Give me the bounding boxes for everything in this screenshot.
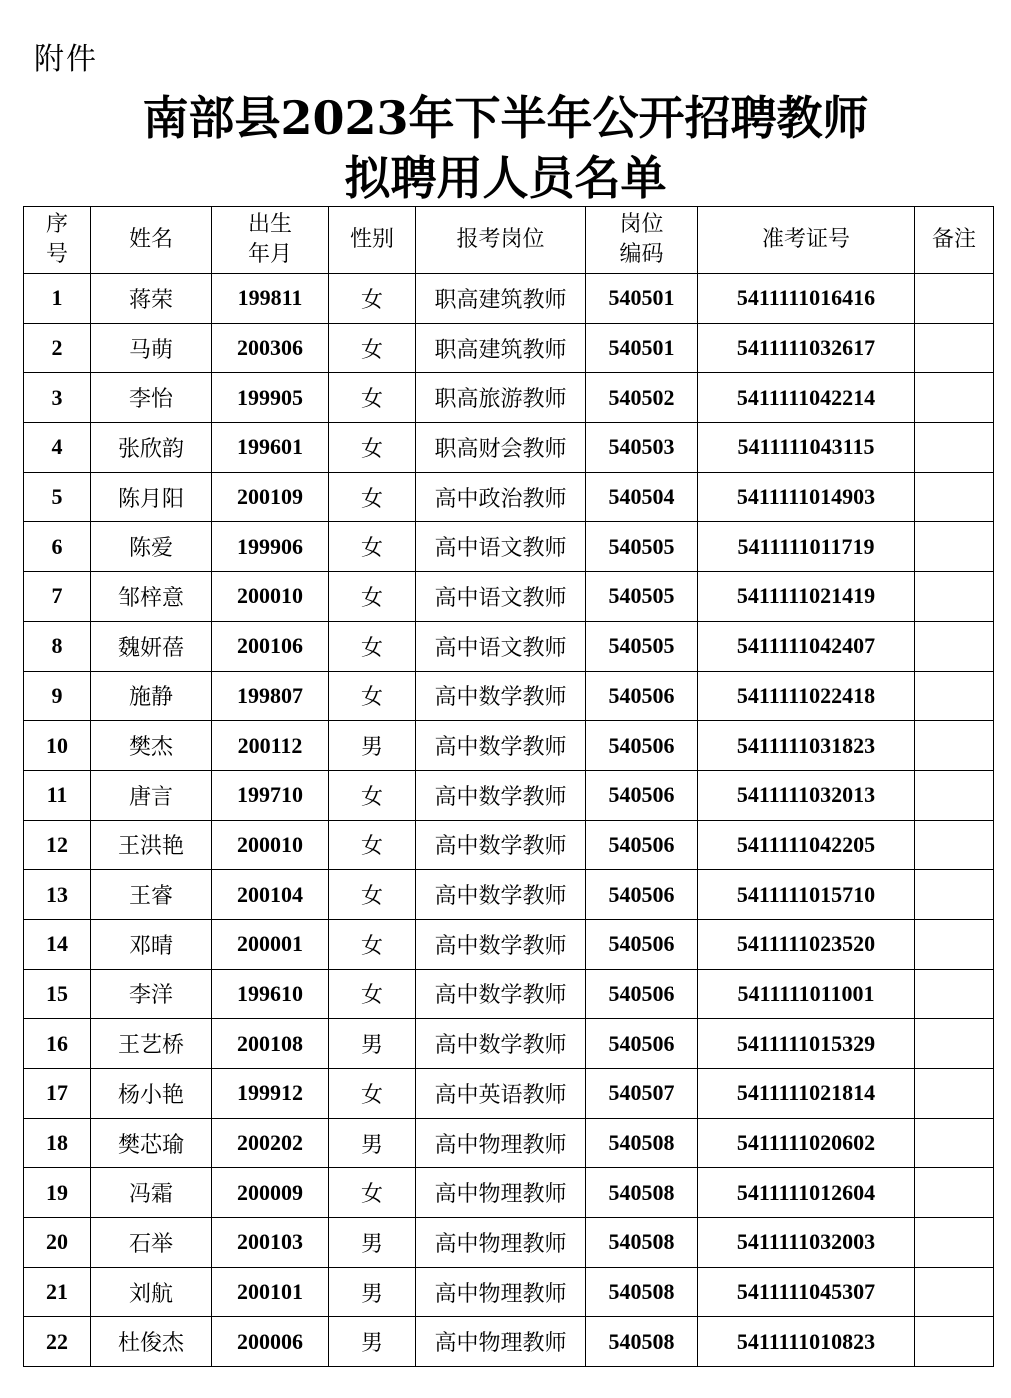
cell-birth: 200109 <box>212 472 329 522</box>
cell-gender: 女 <box>329 572 416 622</box>
cell-code: 540506 <box>586 919 698 969</box>
cell-name: 陈爱 <box>91 522 212 572</box>
cell-gender: 男 <box>329 1118 416 1168</box>
cell-name: 张欣韵 <box>91 423 212 473</box>
cell-exam-no: 5411111032013 <box>698 770 915 820</box>
table-row <box>24 373 994 423</box>
cell-birth: 199905 <box>212 373 329 423</box>
table-row <box>24 1069 994 1119</box>
cell-birth: 199811 <box>212 274 329 324</box>
cell-position: 高中数学教师 <box>416 820 586 870</box>
cell-exam-no: 5411111031823 <box>698 721 915 771</box>
cell-remarks <box>915 621 994 671</box>
header-seq-line1: 序 <box>45 212 68 237</box>
cell-position: 高中语文教师 <box>416 621 586 671</box>
header-code-line2: 编码 <box>619 242 664 267</box>
cell-remarks <box>915 1069 994 1119</box>
cell-position: 高中物理教师 <box>416 1168 586 1218</box>
cell-exam-no: 5411111042214 <box>698 373 915 423</box>
cell-remarks <box>915 472 994 522</box>
cell-remarks <box>915 820 994 870</box>
cell-remarks <box>915 323 994 373</box>
cell-exam-no: 5411111032003 <box>698 1218 915 1268</box>
cell-remarks <box>915 1267 994 1317</box>
cell-exam-no: 5411111042205 <box>698 820 915 870</box>
cell-position: 高中物理教师 <box>416 1267 586 1317</box>
cell-position: 高中政治教师 <box>416 472 586 522</box>
header-birth <box>212 207 329 274</box>
table-row <box>24 820 994 870</box>
cell-position: 职高建筑教师 <box>416 274 586 324</box>
cell-exam-no: 5411111043115 <box>698 423 915 473</box>
cell-gender: 男 <box>329 1267 416 1317</box>
header-code <box>586 207 698 274</box>
cell-gender: 女 <box>329 770 416 820</box>
cell-name: 樊杰 <box>91 721 212 771</box>
cell-exam-no: 5411111014903 <box>698 472 915 522</box>
cell-remarks <box>915 870 994 920</box>
cell-code: 540505 <box>586 621 698 671</box>
cell-exam-no: 5411111021814 <box>698 1069 915 1119</box>
cell-position: 职高旅游教师 <box>416 373 586 423</box>
cell-birth: 199807 <box>212 671 329 721</box>
cell-birth: 199912 <box>212 1069 329 1119</box>
cell-position: 高中英语教师 <box>416 1069 586 1119</box>
cell-seq: 3 <box>24 373 91 423</box>
cell-seq: 1 <box>24 274 91 324</box>
cell-name: 魏妍蓓 <box>91 621 212 671</box>
cell-birth: 200104 <box>212 870 329 920</box>
cell-exam-no: 5411111015329 <box>698 1019 915 1069</box>
cell-code: 540508 <box>586 1168 698 1218</box>
cell-position: 职高财会教师 <box>416 423 586 473</box>
header-code-line1: 岗位 <box>619 212 664 237</box>
cell-remarks <box>915 1019 994 1069</box>
cell-gender: 男 <box>329 721 416 771</box>
cell-name: 杨小艳 <box>91 1069 212 1119</box>
cell-birth: 200010 <box>212 572 329 622</box>
cell-seq: 17 <box>24 1069 91 1119</box>
cell-seq: 19 <box>24 1168 91 1218</box>
cell-code: 540507 <box>586 1069 698 1119</box>
cell-birth: 199601 <box>212 423 329 473</box>
table-row <box>24 721 994 771</box>
table-row <box>24 1317 994 1367</box>
cell-position: 高中数学教师 <box>416 721 586 771</box>
cell-birth: 200010 <box>212 820 329 870</box>
page-title-line-2: 拟聘用人员名单 <box>344 151 667 205</box>
cell-birth: 199710 <box>212 770 329 820</box>
cell-name: 樊芯瑜 <box>91 1118 212 1168</box>
table-row <box>24 1267 994 1317</box>
cell-code: 540508 <box>586 1317 698 1367</box>
table-row <box>24 1019 994 1069</box>
table-row <box>24 770 994 820</box>
table-row <box>24 522 994 572</box>
cell-gender: 男 <box>329 1019 416 1069</box>
cell-gender: 男 <box>329 1218 416 1268</box>
cell-gender: 女 <box>329 323 416 373</box>
cell-name: 王睿 <box>91 870 212 920</box>
cell-birth: 200103 <box>212 1218 329 1268</box>
cell-gender: 女 <box>329 919 416 969</box>
cell-remarks <box>915 1317 994 1367</box>
cell-position: 高中数学教师 <box>416 870 586 920</box>
table-row <box>24 1168 994 1218</box>
header-gender: 性别 <box>329 207 416 274</box>
cell-exam-no: 5411111022418 <box>698 671 915 721</box>
cell-name: 陈月阳 <box>91 472 212 522</box>
cell-gender: 女 <box>329 1168 416 1218</box>
cell-name: 邹梓意 <box>91 572 212 622</box>
cell-position: 高中数学教师 <box>416 1019 586 1069</box>
cell-code: 540501 <box>586 323 698 373</box>
hiring-roster-table <box>23 206 994 1367</box>
cell-name: 刘航 <box>91 1267 212 1317</box>
cell-gender: 女 <box>329 820 416 870</box>
cell-position: 高中数学教师 <box>416 770 586 820</box>
cell-code: 540504 <box>586 472 698 522</box>
cell-position: 高中数学教师 <box>416 671 586 721</box>
header-seq-line2: 号 <box>45 242 68 267</box>
cell-name: 王艺桥 <box>91 1019 212 1069</box>
header-birth-line1: 出生 <box>247 212 292 237</box>
cell-exam-no: 5411111012604 <box>698 1168 915 1218</box>
cell-name: 李怡 <box>91 373 212 423</box>
cell-code: 540501 <box>586 274 698 324</box>
table-header-row <box>24 207 994 274</box>
cell-remarks <box>915 1218 994 1268</box>
cell-seq: 7 <box>24 572 91 622</box>
cell-exam-no: 5411111023520 <box>698 919 915 969</box>
cell-seq: 8 <box>24 621 91 671</box>
cell-birth: 200106 <box>212 621 329 671</box>
header-seq <box>24 207 91 274</box>
cell-code: 540506 <box>586 969 698 1019</box>
table-row <box>24 919 994 969</box>
cell-exam-no: 5411111021419 <box>698 572 915 622</box>
cell-seq: 10 <box>24 721 91 771</box>
cell-name: 李洋 <box>91 969 212 1019</box>
table-row <box>24 969 994 1019</box>
header-position: 报考岗位 <box>416 207 586 274</box>
cell-code: 540503 <box>586 423 698 473</box>
cell-code: 540506 <box>586 820 698 870</box>
cell-remarks <box>915 522 994 572</box>
header-birth-line2: 年月 <box>247 242 292 267</box>
cell-gender: 女 <box>329 373 416 423</box>
cell-code: 540508 <box>586 1267 698 1317</box>
cell-code: 540506 <box>586 721 698 771</box>
cell-exam-no: 5411111042407 <box>698 621 915 671</box>
cell-code: 540506 <box>586 671 698 721</box>
cell-position: 高中物理教师 <box>416 1218 586 1268</box>
cell-name: 蒋荣 <box>91 274 212 324</box>
cell-position: 高中数学教师 <box>416 919 586 969</box>
cell-position: 高中物理教师 <box>416 1317 586 1367</box>
cell-position: 高中语文教师 <box>416 572 586 622</box>
cell-birth: 200009 <box>212 1168 329 1218</box>
cell-position: 高中数学教师 <box>416 969 586 1019</box>
cell-birth: 199906 <box>212 522 329 572</box>
cell-seq: 11 <box>24 770 91 820</box>
cell-birth: 200001 <box>212 919 329 969</box>
cell-gender: 女 <box>329 621 416 671</box>
cell-exam-no: 5411111010823 <box>698 1317 915 1367</box>
cell-exam-no: 5411111016416 <box>698 274 915 324</box>
cell-seq: 20 <box>24 1218 91 1268</box>
cell-exam-no: 5411111011719 <box>698 522 915 572</box>
cell-seq: 21 <box>24 1267 91 1317</box>
cell-gender: 女 <box>329 472 416 522</box>
cell-remarks <box>915 423 994 473</box>
attachment-label: 附件 <box>34 42 98 77</box>
cell-seq: 22 <box>24 1317 91 1367</box>
cell-exam-no: 5411111045307 <box>698 1267 915 1317</box>
cell-seq: 9 <box>24 671 91 721</box>
cell-birth: 199610 <box>212 969 329 1019</box>
cell-exam-no: 5411111020602 <box>698 1118 915 1168</box>
cell-exam-no: 5411111011001 <box>698 969 915 1019</box>
cell-name: 马萌 <box>91 323 212 373</box>
cell-seq: 4 <box>24 423 91 473</box>
cell-seq: 5 <box>24 472 91 522</box>
cell-remarks <box>915 1118 994 1168</box>
cell-code: 540505 <box>586 522 698 572</box>
cell-seq: 13 <box>24 870 91 920</box>
cell-name: 杜俊杰 <box>91 1317 212 1367</box>
cell-remarks <box>915 969 994 1019</box>
cell-exam-no: 5411111032617 <box>698 323 915 373</box>
page-title-line-1: 南部县2023年下半年公开招聘教师 <box>142 91 869 145</box>
cell-code: 540506 <box>586 870 698 920</box>
cell-seq: 2 <box>24 323 91 373</box>
cell-birth: 200306 <box>212 323 329 373</box>
cell-exam-no: 5411111015710 <box>698 870 915 920</box>
cell-name: 石举 <box>91 1218 212 1268</box>
cell-birth: 200108 <box>212 1019 329 1069</box>
cell-gender: 女 <box>329 870 416 920</box>
cell-remarks <box>915 671 994 721</box>
header-exam-no: 准考证号 <box>698 207 915 274</box>
cell-name: 邓晴 <box>91 919 212 969</box>
cell-gender: 女 <box>329 1069 416 1119</box>
cell-birth: 200112 <box>212 721 329 771</box>
cell-gender: 女 <box>329 969 416 1019</box>
cell-remarks <box>915 274 994 324</box>
cell-code: 540506 <box>586 770 698 820</box>
table-row <box>24 423 994 473</box>
table-row <box>24 621 994 671</box>
cell-gender: 男 <box>329 1317 416 1367</box>
cell-remarks <box>915 770 994 820</box>
cell-remarks <box>915 572 994 622</box>
cell-name: 冯霜 <box>91 1168 212 1218</box>
table-row <box>24 572 994 622</box>
cell-gender: 女 <box>329 522 416 572</box>
cell-seq: 6 <box>24 522 91 572</box>
table-row <box>24 1118 994 1168</box>
cell-birth: 200006 <box>212 1317 329 1367</box>
cell-remarks <box>915 919 994 969</box>
cell-code: 540505 <box>586 572 698 622</box>
cell-remarks <box>915 373 994 423</box>
cell-seq: 14 <box>24 919 91 969</box>
cell-birth: 200101 <box>212 1267 329 1317</box>
cell-position: 高中语文教师 <box>416 522 586 572</box>
cell-seq: 12 <box>24 820 91 870</box>
table-row <box>24 870 994 920</box>
cell-remarks <box>915 1168 994 1218</box>
cell-remarks <box>915 721 994 771</box>
cell-seq: 16 <box>24 1019 91 1069</box>
cell-name: 施静 <box>91 671 212 721</box>
cell-seq: 18 <box>24 1118 91 1168</box>
table-row <box>24 323 994 373</box>
cell-code: 540502 <box>586 373 698 423</box>
header-remarks: 备注 <box>915 207 994 274</box>
table-row <box>24 1218 994 1268</box>
header-name: 姓名 <box>91 207 212 274</box>
table-body <box>24 274 994 1367</box>
table-row <box>24 472 994 522</box>
cell-seq: 15 <box>24 969 91 1019</box>
cell-gender: 女 <box>329 274 416 324</box>
cell-code: 540506 <box>586 1019 698 1069</box>
cell-name: 唐言 <box>91 770 212 820</box>
cell-name: 王洪艳 <box>91 820 212 870</box>
cell-code: 540508 <box>586 1218 698 1268</box>
cell-gender: 女 <box>329 423 416 473</box>
table-row <box>24 671 994 721</box>
cell-code: 540508 <box>586 1118 698 1168</box>
cell-gender: 女 <box>329 671 416 721</box>
table-row <box>24 274 994 324</box>
cell-birth: 200202 <box>212 1118 329 1168</box>
cell-position: 高中物理教师 <box>416 1118 586 1168</box>
cell-position: 职高建筑教师 <box>416 323 586 373</box>
